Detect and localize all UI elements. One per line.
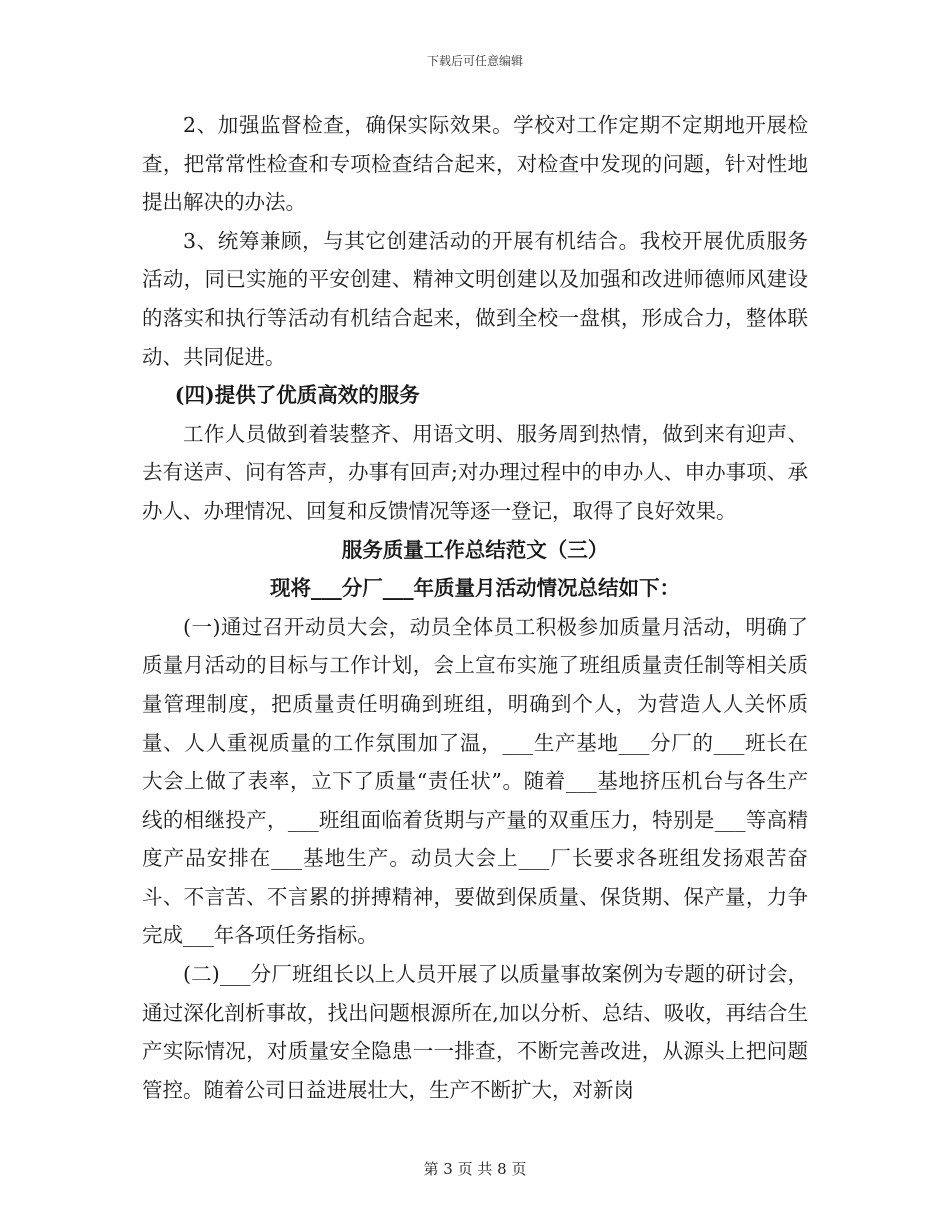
paragraph-staff-service: 工作人员做到着装整齐、用语文明、服务周到热情，做到来有迎声、去有送声、问有答声，办事有回声;对办理过程中的申办人、申办事项、承办人、办理情况、回复和反馈情况等逐一登记，取得了良好效果。 [142, 421, 808, 523]
document-body [142, 106, 808, 1109]
paragraph-supervision: 2、加强监督检查，确保实际效果。学校对工作定期不定期地开展检查，把常常性检查和专项检查结合起来，对检查中发现的问题，针对性地提出解决的办法。 [142, 113, 808, 215]
page-number: 第 3 页 共 8 页 [423, 1160, 527, 1178]
paragraph-seminar: (二)___分厂班组长以上人员开展了以质量事故案例为专题的研讨会，通过深化剖析事故，找出问题根源所在,加以分析、总结、吸收，再结合生产实际情况，对质量安全隐患一一排查，不断完善改进，从源头上把问题管控。随着公司日益进展壮大，生产不断扩大，对新岗 [142, 962, 808, 1102]
document-title: 服务质量工作总结范文（三） [341, 537, 609, 562]
header-note: 下载后可任意编辑 [426, 54, 523, 68]
section-heading-service: (四)提供了优质高效的服务 [174, 383, 420, 408]
paragraph-mobilization: (一)通过召开动员大会，动员全体员工积极参加质量月活动，明确了质量月活动的目标与工作计划，会上宣布实施了班组质量责任制等相关质量管理制度，把质量责任明确到班组，明确到个人，为营造人人关怀质量、人人重视质量的工作氛围加了温，___生产基地___分厂的___班长在大会上做了表率，立下了质量“责任状”。随着___基地挤压机台与各生产线的相继投产，___班组面临着货期与产量的双重压力，特别是___等高精度产品安排在___基地生产。动员大会上___厂长要求各班组发扬艰苦奋斗、不言苦、不言累的拼搏精神，要做到保质量、保货期、保产量，力争完成___年各项任务指标。 [142, 614, 808, 948]
document-subtitle: 现将___分厂___年质量月活动情况总结如下： [270, 576, 680, 601]
paragraph-coordination: 3、统筹兼顾，与其它创建活动的开展有机结合。我校开展优质服务活动，同已实施的平安创建、精神文明创建以及加强和改进师德师风建设的落实和执行等活动有机结合起来，做到全校一盘棋，形成合力，整体联动、共同促进。 [142, 228, 808, 369]
